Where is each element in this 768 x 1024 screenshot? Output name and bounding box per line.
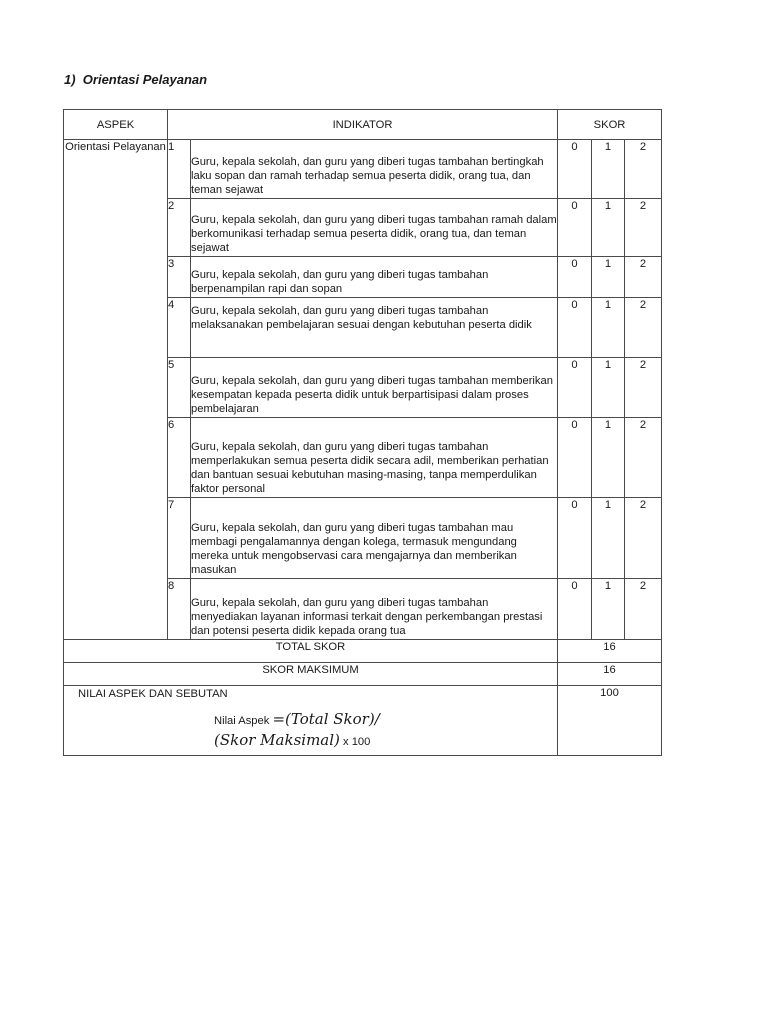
score-option-1[interactable]: 1 — [592, 298, 625, 358]
indicator-text: Guru, kepala sekolah, dan guru yang diberi tugas tambahan mau membagi pengalamannya dengan kolega, termasuk mengundang mereka untuk mengobservasi cara mengajarnya dan memberikan masukan — [191, 522, 517, 576]
nilai-label: NILAI ASPEK DAN SEBUTAN — [78, 688, 228, 700]
formula-line1: =(Total Skor)/ — [272, 710, 380, 728]
total-row — [64, 640, 662, 663]
aspek-name: Orientasi Pelayanan — [64, 140, 168, 640]
score-option-2[interactable]: 2 — [625, 298, 662, 358]
score-option-2[interactable]: 2 — [625, 257, 662, 298]
indicator-cell — [191, 498, 558, 579]
score-option-0[interactable]: 0 — [558, 358, 592, 418]
section-number: 1) — [64, 72, 76, 87]
score-option-1[interactable]: 1 — [592, 579, 625, 640]
header-row — [64, 110, 662, 140]
score-option-0[interactable]: 0 — [558, 418, 592, 498]
score-option-2[interactable]: 2 — [625, 140, 662, 199]
indicator-cell — [191, 298, 558, 358]
score-option-0[interactable]: 0 — [558, 199, 592, 257]
table-row — [64, 140, 662, 199]
row-number: 4 — [168, 298, 191, 358]
score-option-1[interactable]: 1 — [592, 418, 625, 498]
indicator-cell — [191, 140, 558, 199]
indicator-text: Guru, kepala sekolah, dan guru yang diberi tugas tambahan melaksanakan pembelajaran sesuai dengan kebutuhan peserta didik — [191, 305, 532, 331]
header-aspek: ASPEK — [64, 110, 168, 140]
indicator-text: Guru, kepala sekolah, dan guru yang diberi tugas tambahan berpenampilan rapi dan sopan — [191, 269, 489, 295]
score-option-0[interactable]: 0 — [558, 579, 592, 640]
section-title-text: Orientasi Pelayanan — [82, 72, 208, 87]
row-number: 7 — [168, 498, 191, 579]
rubric-table — [63, 109, 662, 756]
formula-line2: (Skor Maksimal) — [214, 731, 340, 749]
score-option-1[interactable]: 1 — [592, 140, 625, 199]
row-number: 1 — [168, 140, 191, 199]
score-option-0[interactable]: 0 — [558, 298, 592, 358]
score-option-2[interactable]: 2 — [625, 199, 662, 257]
header-indikator: INDIKATOR — [168, 110, 558, 140]
row-number: 8 — [168, 579, 191, 640]
row-number: 5 — [168, 358, 191, 418]
row-number: 3 — [168, 257, 191, 298]
nilai-cell — [64, 686, 558, 756]
indicator-cell — [191, 418, 558, 498]
total-value: 16 — [558, 640, 662, 663]
indicator-cell — [191, 257, 558, 298]
nilai-formula — [214, 710, 380, 752]
indicator-text: Guru, kepala sekolah, dan guru yang diberi tugas tambahan memperlakukan semua peserta didik secara adil, memberikan perhatian dan bantuan sesuai kebutuhan masing-masing, tanpa memperdulikan faktor personal — [191, 441, 549, 495]
maksimum-row — [64, 663, 662, 686]
indicator-cell — [191, 358, 558, 418]
total-label: TOTAL SKOR — [64, 640, 558, 663]
score-option-1[interactable]: 1 — [592, 498, 625, 579]
row-number: 6 — [168, 418, 191, 498]
nilai-value: 100 — [558, 686, 662, 756]
score-option-1[interactable]: 1 — [592, 257, 625, 298]
indicator-text: Guru, kepala sekolah, dan guru yang diberi tugas tambahan memberikan kesempatan kepada peserta didik untuk berpartisipasi dalam proses pembelajaran — [191, 375, 553, 415]
section-title — [64, 72, 207, 87]
formula-prefix: Nilai Aspek — [214, 715, 273, 727]
score-option-2[interactable]: 2 — [625, 579, 662, 640]
nilai-row — [64, 686, 662, 756]
score-option-2[interactable]: 2 — [625, 358, 662, 418]
score-option-2[interactable]: 2 — [625, 498, 662, 579]
maksimum-value: 16 — [558, 663, 662, 686]
maksimum-label: SKOR MAKSIMUM — [64, 663, 558, 686]
score-option-0[interactable]: 0 — [558, 257, 592, 298]
indicator-text: Guru, kepala sekolah, dan guru yang diberi tugas tambahan bertingkah laku sopan dan ramah terhadap semua peserta didik, orang tua, dan teman sejawat — [191, 156, 544, 196]
score-option-2[interactable]: 2 — [625, 418, 662, 498]
indicator-text: Guru, kepala sekolah, dan guru yang diberi tugas tambahan ramah dalam berkomunikasi terhadap semua peserta didik, orang tua, dan teman sejawat — [191, 214, 557, 254]
indicator-cell — [191, 579, 558, 640]
indicator-cell — [191, 199, 558, 257]
score-option-1[interactable]: 1 — [592, 358, 625, 418]
row-number: 2 — [168, 199, 191, 257]
score-option-0[interactable]: 0 — [558, 140, 592, 199]
formula-suffix: x 100 — [339, 736, 371, 748]
indicator-text: Guru, kepala sekolah, dan guru yang diberi tugas tambahan menyediakan layanan informasi terkait dengan perkembangan prestasi dan potensi peserta didik kepada orang tua — [191, 597, 543, 637]
score-option-1[interactable]: 1 — [592, 199, 625, 257]
score-option-0[interactable]: 0 — [558, 498, 592, 579]
header-skor: SKOR — [558, 110, 662, 140]
